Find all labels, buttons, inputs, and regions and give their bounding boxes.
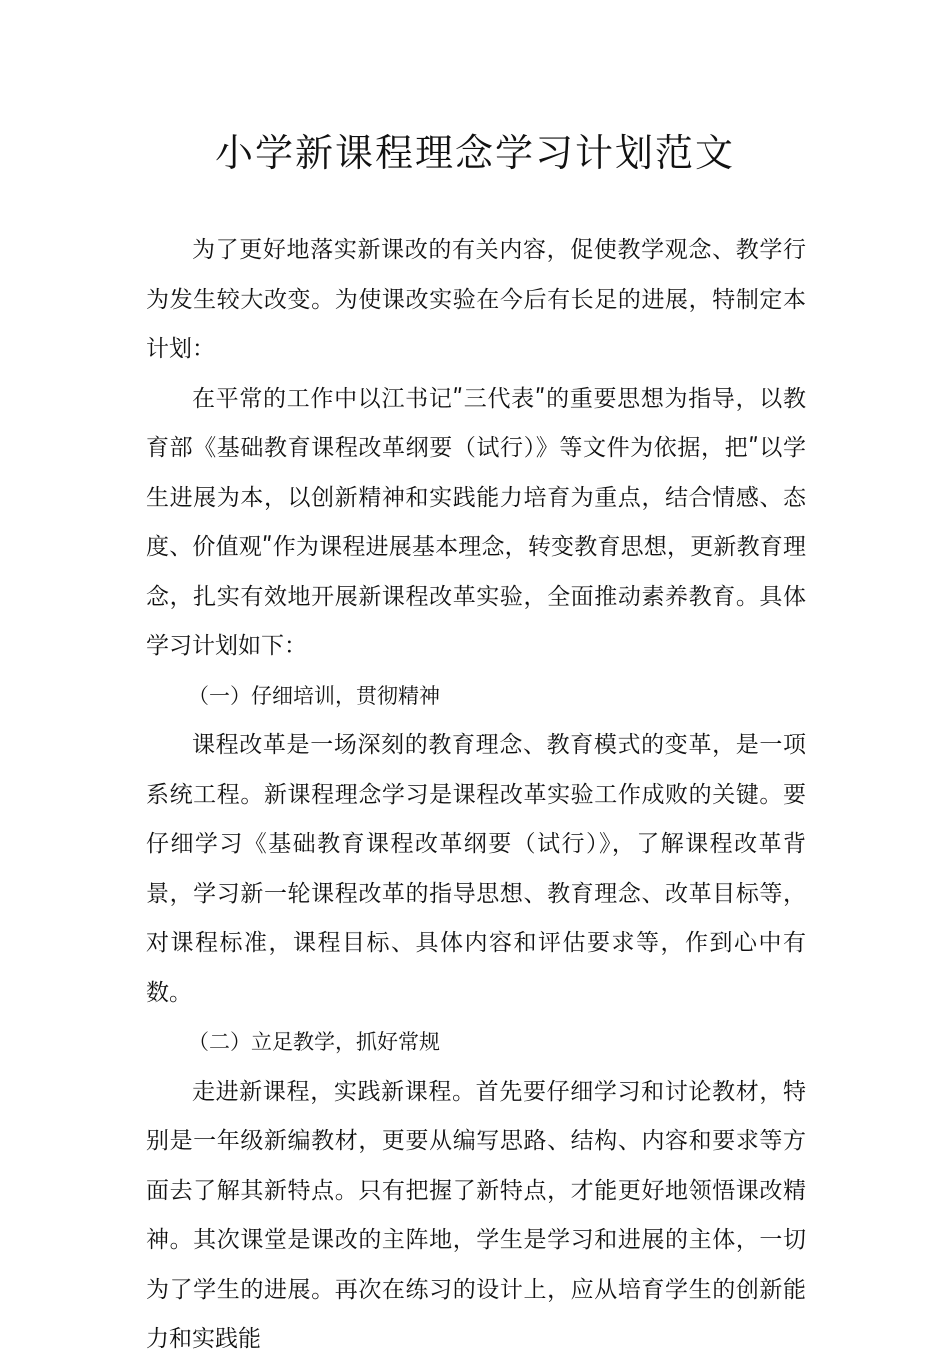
section-heading-1: （一）仔细培训，贯彻精神 [188,683,440,708]
paragraph-intro: 为了更好地落实新课改的有关内容，促使教学观念、教学行为发生较大改变。为使课改实验在今后有长足的进展，特制定本计划： [146,237,806,362]
paragraph-guidance: 在平常的工作中以江书记ʺ三代表ʺ的重要思想为指导，以教育部《基础教育课程改革纲要（试行）》等文件为依据，把ʺ以学生进展为本，以创新精神和实践能力培育为重点，结合情感、态度、价值观ʺ作为课程进展基本理念，转变教育思想，更新教育理念，扎实有效地开展新课程改革实验，全面推动素养教育。具体学习计划如下： [146,385,806,659]
section-heading-2: （二）立足教学，抓好常规 [188,1030,440,1054]
paragraph-training: 课程改革是一场深刻的教育理念、教育模式的变革，是一项系统工程。新课程理念学习是课程改革实验工作成败的关键。要仔细学习《基础教育课程改革纲要（试行）》，了解课程改革背景，学习新一轮课程改革的指导思想、教育理念、改革目标等，对课程标准，课程目标、具体内容和评估要求等，作到心中有数。 [146,732,806,1006]
paragraph-teaching: 走进新课程，实践新课程。首先要仔细学习和讨论教材，特别是一年级新编教材，更要从编写思路、结构、内容和要求等方面去了解其新特点。只有把握了新特点，才能更好地领悟课改精神。其次课堂是课改的主阵地，学生是学习和进展的主体，一切为了学生的进展。再次在练习的设计上，应从培育学生的创新能力和实践能 [146,1078,806,1352]
document-title: 小学新课程理念学习计划范文 [214,131,735,175]
document-body [146,226,806,1365]
